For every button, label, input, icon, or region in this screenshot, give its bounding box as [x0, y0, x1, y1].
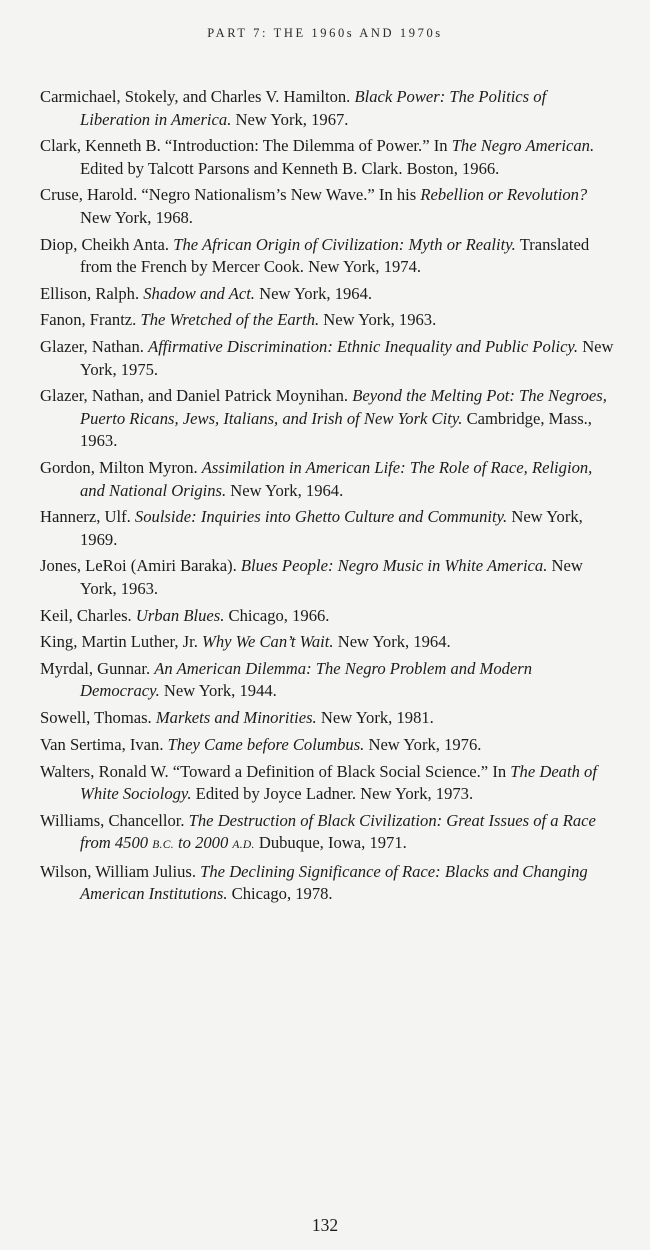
bibliography-entry [40, 761, 615, 806]
entry-author: Glazer, Nathan. [40, 337, 149, 357]
bibliography-entry [40, 283, 615, 306]
entry-publication: New York, 1968. [80, 207, 193, 227]
entry-publication: New York, 1964. [333, 632, 451, 652]
bibliography-entry [40, 336, 615, 381]
entry-title: Beyond the Melting Pot: The Negroes, Puerto Ricans, Jews, Italians, and Irish of New York City. [80, 386, 607, 428]
bibliography-entry [40, 385, 615, 453]
entry-title: The African Origin of Civilization: Myth or Reality. [173, 234, 516, 254]
entry-publication: New York, 1964. [254, 283, 373, 303]
bibliography-entry [40, 810, 615, 857]
entry-author: Walters, Ronald W. “Toward a Definition of Black Social Science.” In [40, 761, 511, 781]
page-number: 132 [311, 1215, 339, 1235]
entry-author: Glazer, Nathan, and Daniel Patrick Moynihan. [40, 386, 353, 406]
running-head: PART 7: THE 1960s AND 1970s [207, 26, 443, 40]
entry-author: Ellison, Ralph. [40, 283, 144, 303]
entry-author: Cruse, Harold. “Negro Nationalism’s New Wave.” In his [40, 185, 421, 205]
bibliography-entry [40, 605, 615, 628]
bibliography-entry [40, 555, 615, 600]
entry-author: Keil, Charles. [40, 605, 136, 625]
entry-title: Shadow and Act. [143, 283, 255, 303]
entry-author: Clark, Kenneth B. “Introduction: The Dilemma of Power.” In [40, 136, 452, 156]
entry-author: Wilson, William Julius. [40, 861, 201, 881]
entry-title: The Destruction of Black Civilization: Great Issues of a Race from 4500 [80, 810, 596, 853]
entry-author: Sowell, Thomas. [40, 708, 156, 728]
bibliography-entry [40, 658, 615, 703]
bibliography-entry [40, 135, 615, 180]
entry-author: Myrdal, Gunnar. [40, 658, 155, 678]
entry-author: Jones, LeRoi (Amiri Baraka). [40, 556, 241, 576]
entry-title: Assimilation in American Life: The Role of Race, Religion, and National Origins. [80, 458, 593, 500]
bibliography-entry [40, 861, 615, 906]
entry-publication: Translated from the French by Mercer Cook. New York, 1974. [80, 234, 590, 277]
entry-publication: New York, 1963. [80, 556, 583, 598]
entry-title: The Death of White Sociology. [80, 761, 597, 803]
entry-title: Urban Blues. [135, 605, 225, 625]
entry-title: Markets and Minorities. [155, 708, 317, 728]
entry-author: Van Sertima, Ivan. [40, 734, 168, 754]
entry-era-ad: A.D. [232, 839, 255, 852]
bibliography-entry [40, 734, 615, 757]
entry-publication: Dubuque, Iowa, 1971. [254, 833, 407, 853]
bibliography-entry [40, 86, 615, 131]
entry-title: Affirmative Discrimination: Ethnic Inequality and Public Policy. [148, 337, 579, 357]
entry-publication: New York, 1944. [159, 681, 277, 701]
entry-era-bc: B.C. [152, 839, 174, 852]
entry-title: Why We Can’t Wait. [202, 632, 334, 652]
entry-title: An American Dilemma: The Negro Problem and Modern Democracy. [80, 658, 533, 701]
entry-publication: New York, 1981. [316, 708, 434, 728]
entry-author: Carmichael, Stokely, and Charles V. Hamilton. [40, 87, 355, 106]
entry-publication: New York, 1964. [226, 480, 344, 500]
entry-title: Rebellion or Revolution? [420, 185, 588, 205]
bibliography-entry [40, 234, 615, 279]
entry-publication: New York, 1975. [80, 337, 614, 379]
bibliography-entry [40, 457, 615, 502]
entry-title: Blues People: Negro Music in White America. [240, 556, 548, 576]
bibliography-entry [40, 309, 615, 332]
entry-author: Gordon, Milton Myron. [40, 458, 202, 477]
entry-publication: New York, 1963. [319, 310, 437, 330]
entry-publication: Edited by Joyce Ladner. New York, 1973. [191, 784, 474, 803]
entry-title-cont: to 2000 [173, 833, 233, 853]
entry-publication: Chicago, 1966. [224, 605, 330, 625]
entry-title: The Negro American. [451, 136, 595, 156]
bibliography-entry [40, 707, 615, 730]
entry-publication: New York, 1976. [364, 734, 482, 754]
entry-publication: New York, 1969. [80, 507, 583, 549]
entry-title: The Declining Significance of Race: Blacks and Changing American Institutions. [80, 861, 588, 904]
entry-publication: New York, 1967. [231, 109, 349, 129]
bibliography-list [40, 86, 615, 910]
entry-publication: Edited by Talcott Parsons and Kenneth B. Clark. Boston, 1966. [80, 158, 500, 178]
bibliography-entry [40, 631, 615, 654]
entry-author: Fanon, Frantz. [40, 310, 141, 330]
entry-author: Williams, Chancellor. [40, 810, 189, 830]
bibliography-entry [40, 506, 615, 551]
entry-author: Diop, Cheikh Anta. [40, 234, 174, 254]
entry-author: King, Martin Luther, Jr. [40, 632, 203, 652]
entry-title: Black Power: The Politics of Liberation in America. [80, 87, 547, 129]
entry-publication: Chicago, 1978. [227, 884, 333, 904]
bibliography-entry [40, 184, 615, 229]
entry-author: Hannerz, Ulf. [40, 507, 135, 527]
entry-title: Soulside: Inquiries into Ghetto Culture and Community. [134, 507, 508, 527]
entry-title: The Wretched of the Earth. [140, 310, 320, 330]
entry-publication: Cambridge, Mass., 1963. [80, 408, 592, 451]
entry-title: They Came before Columbus. [167, 734, 365, 754]
